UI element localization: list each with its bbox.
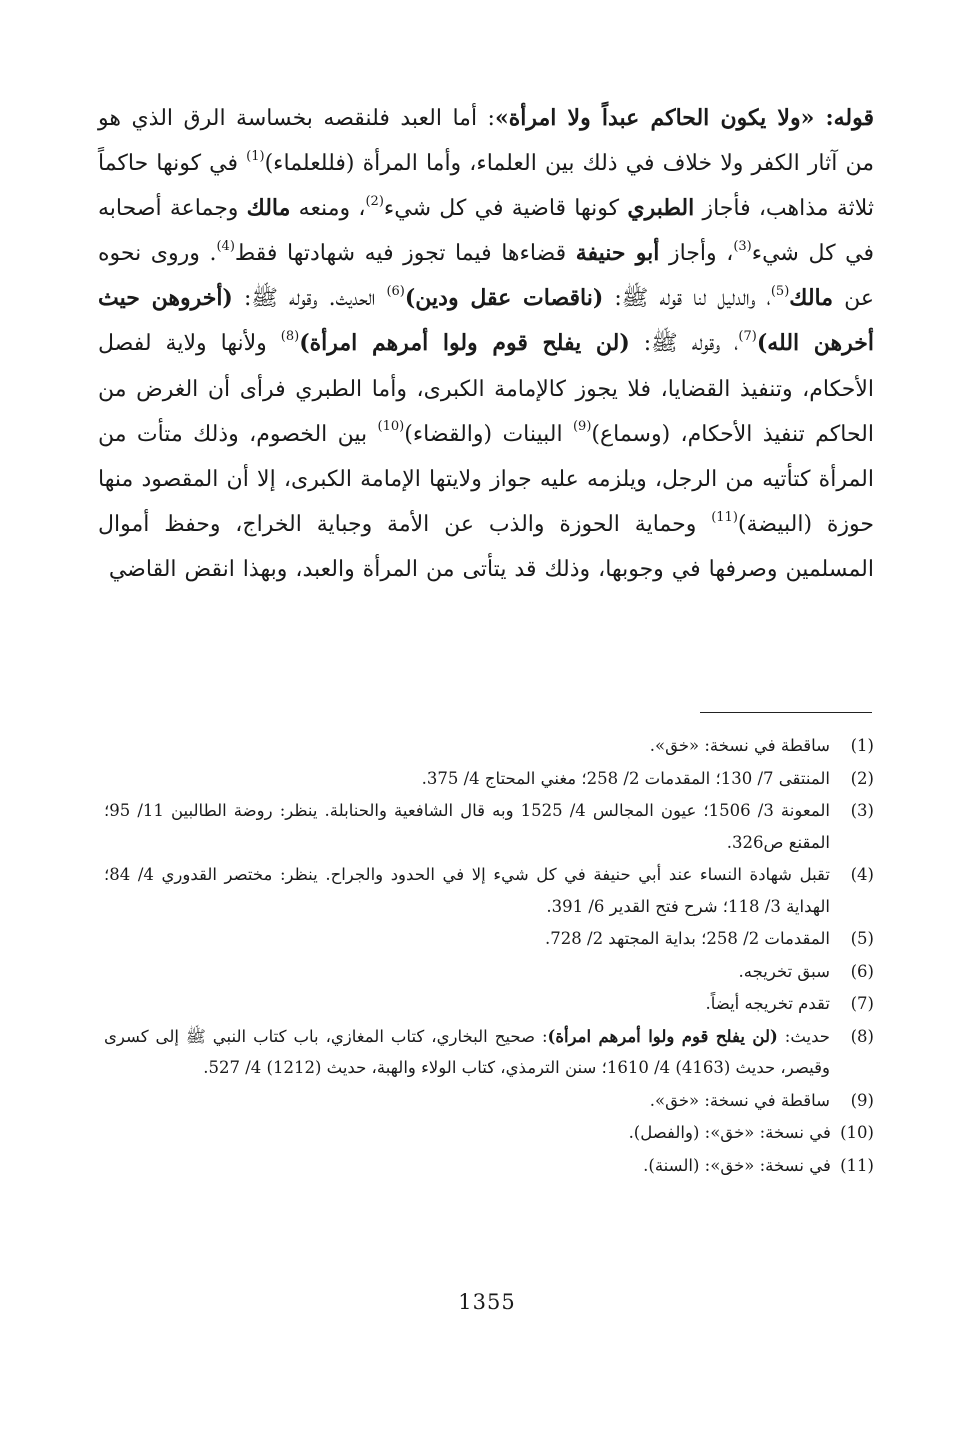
footnote-hadith-quote: (لن يفلح قوم ولوا أمرهم امرأة)	[547, 1026, 778, 1046]
footnote-text: المقدمات 2/ 258؛ بداية المجتهد 2/ 728.	[545, 929, 830, 948]
footnote-text: في نسخة: «خق»: (السنة).	[643, 1155, 831, 1175]
footnote-ref: (6)	[386, 284, 405, 300]
footnote-item	[104, 1150, 874, 1182]
footnote-item	[104, 795, 874, 858]
footnotes-section	[104, 730, 874, 1182]
footnote-number: (9)	[850, 1090, 874, 1110]
footnote-ref: (10)	[377, 419, 405, 435]
quoted-phrase: قوله: «ولا يكون الحاكم عبداً ولا امرأة»	[494, 105, 874, 131]
footnote-text: سبق تخريجه.	[738, 961, 830, 981]
footnote-number: (4)	[850, 865, 874, 884]
footnote-number: (3)	[850, 801, 874, 820]
footnote-text: تقبل شهادة النساء عند أبي حنيفة في كل شيء إلا في الحدود والجراح. ينظر: مختصر القدوري 4/ 84؛ الهداية 3/ 118؛ شرح فتح القدير 6/ 391.	[104, 865, 830, 916]
scholar-name: مالك	[246, 195, 291, 222]
hadith-quote: (لن يفلح قوم ولوا أمرهم امرأة)	[299, 330, 630, 357]
main-paragraph: قوله: «ولا يكون الحاكم عبداً ولا امرأة»: أما العبد فلنقصه بخساسة الرق الذي هو من آثار الكفر ولا خلاف في ذلك بين العلماء، وأما المرأة (فللعلماء)$^{(1)}$ في كونها حاكماً ثلاثة مذاهب، فأجاز الطبري كونها قاضية في كل شيء$^{(2)}$، ومنعه مالك وجماعة أصحابه في كل شيء$^{(3)}$، وأجاز أبو حنيفة قضاءها فيما تجوز فيه شهادتها فقط$^{(4)}$. وروى نحوه عن مالك$^{(5)}$، والدليل لنا قوله ﷺ: (ناقصات عقل ودين)$^{(6)}$ الحديث. وقوله ﷺ: (أخروهن حيث أخرهن الله)$^{(7)}$، وقوله ﷺ: (لن يفلح قوم ولوا أمرهم امرأة)$^{(8)}$ ولأنها ولاية لفصل الأحكام، وتنفيذ القضايا، فلا يجوز كالإمامة الكبرى، وأما الطبري فرأى أن الغرض من الحاكم تنفيذ الأحكام، (وسماع)$^{(9)}$ البينات (والقضاء)$^{(10)}$ بين الخصوم، وذلك متأت من المرأة كتأتيه من الرجل، ويلزمه عليه جواز ولايتها الإمامة الكبرى، إلا أن المقصود منها حوزة (البيضة)$^{(11)}$ وحماية الحوزة والذب عن الأمة وجباية الخراج، وحفظ أموال المسلمين وصرفها في وجوبها، وذلك قد يتأتى من المرأة والعبد، وبهذا انقض القاضي	[98, 105, 875, 582]
footnote-ref: (7)	[738, 329, 757, 345]
scholar-name: الطبري	[627, 195, 695, 222]
footnote-item	[104, 859, 874, 922]
footnote-ref: (5)	[770, 284, 790, 300]
footnote-item	[104, 730, 874, 762]
footnote-item	[104, 1085, 874, 1117]
hadith-quote: (أخروهن حيث أخرهن الله)	[98, 285, 875, 357]
scholar-name: أبو حنيفة	[575, 240, 660, 267]
footnote-number: (1)	[850, 736, 874, 755]
footnote-number: (10)	[840, 1123, 874, 1142]
footnote-item	[104, 923, 874, 955]
hadith-quote: (ناقصات عقل ودين)	[404, 285, 604, 312]
scholar-name: مالك	[789, 285, 834, 312]
footnote-ref: (11)	[711, 509, 738, 525]
footnote-item	[104, 988, 874, 1020]
footnote-ref: (1)	[246, 148, 265, 164]
footnote-text: : صحيح البخاري، كتاب المغازي، باب كتاب النبي ﷺ إلى كسرى وقيصر، حديث (4163) 4/ 1610؛ سنن الترمذي، كتاب الولاء والهبة، حديث (1212) 4/ 527.	[104, 1026, 830, 1077]
footnote-text: المنتقى 7/ 130؛ المقدمات 2/ 258؛ مغني المحتاج 4/ 375.	[421, 768, 830, 788]
footnote-number: (5)	[850, 929, 874, 948]
footnote-lead: حديث:	[777, 1026, 830, 1046]
footnote-divider	[700, 712, 872, 713]
footnote-ref: (3)	[733, 238, 752, 254]
main-body-text	[98, 96, 874, 592]
footnote-number: (6)	[850, 961, 874, 981]
footnote-item	[104, 1021, 874, 1084]
footnote-ref: (8)	[280, 329, 300, 345]
footnote-text: ساقطة في نسخة: «خق».	[649, 736, 830, 755]
footnote-ref: (4)	[216, 238, 235, 254]
footnote-text: تقدم تخريجه أيضاً.	[705, 994, 830, 1013]
footnote-text: المعونة 3/ 1506؛ عيون المجالس 4/ 1525 وبه قال الشافعية والحنابلة. ينظر: روضة الطالبين 11/ 95؛ المقنع ص326.	[104, 801, 830, 852]
footnote-number: (11)	[840, 1155, 874, 1175]
footnote-text: ساقطة في نسخة: «خق».	[649, 1090, 830, 1110]
footnote-ref: (9)	[572, 419, 592, 435]
footnote-number: (7)	[850, 994, 874, 1013]
footnote-item	[104, 1117, 874, 1149]
footnote-item	[104, 956, 874, 988]
footnote-text: في نسخة: «خق»: (والفصل).	[628, 1123, 831, 1142]
footnote-number: (2)	[850, 768, 874, 788]
footnote-item	[104, 763, 874, 795]
footnote-number: (8)	[850, 1026, 874, 1046]
footnote-ref: (2)	[365, 193, 384, 209]
page-number: 1355	[458, 1290, 516, 1314]
